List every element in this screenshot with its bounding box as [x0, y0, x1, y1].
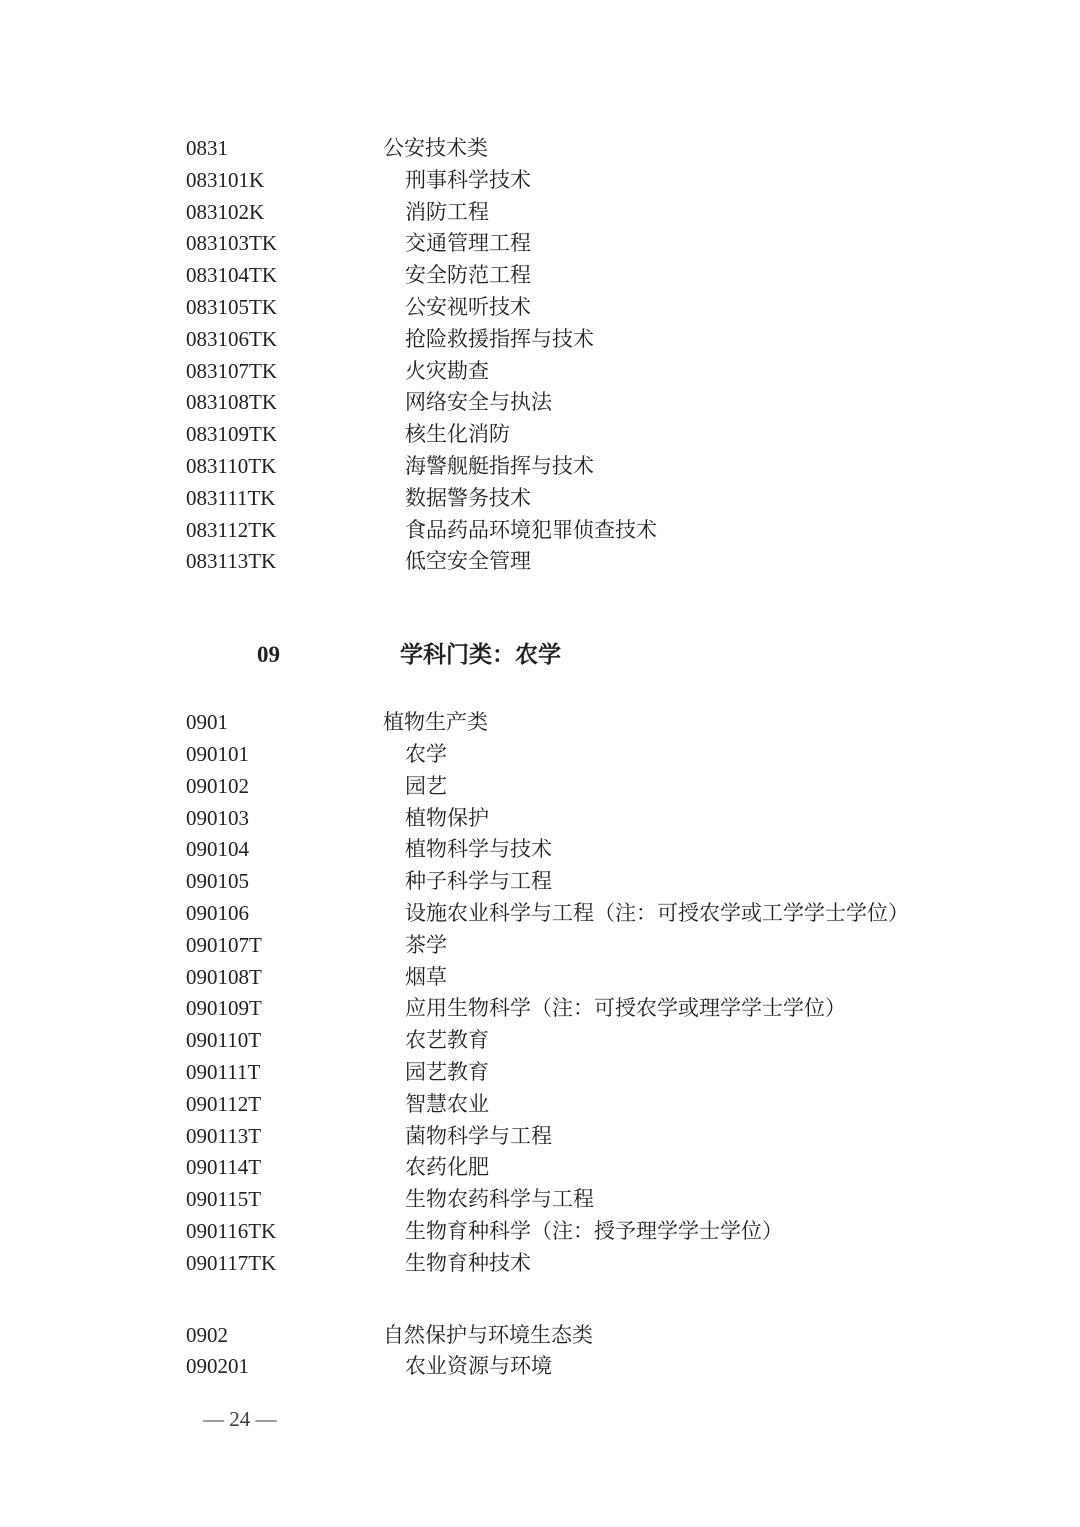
catalog-row	[0, 1216, 1080, 1248]
major-name: 植物科学与技术	[405, 837, 552, 862]
major-name: 自然保护与环境生态类	[383, 1322, 593, 1347]
major-name: 生物农药科学与工程	[405, 1187, 594, 1212]
catalog-row	[0, 546, 1080, 578]
major-name: 菌物科学与工程	[405, 1123, 552, 1148]
catalog-row	[0, 803, 1080, 835]
major-name: 火灾勘查	[405, 358, 489, 383]
major-code: 090104	[186, 837, 249, 862]
major-name: 种子科学与工程	[405, 869, 552, 894]
major-code: 090107T	[186, 932, 262, 957]
catalog-row	[0, 993, 1080, 1025]
major-code: 090115T	[186, 1187, 262, 1212]
major-name: 公安技术类	[383, 136, 488, 160]
major-name: 园艺	[405, 773, 447, 798]
catalog-row	[0, 1025, 1080, 1057]
major-code: 0831	[186, 136, 228, 160]
catalog-row	[0, 1057, 1080, 1089]
major-name: 海警舰艇指挥与技术	[405, 453, 594, 478]
major-name: 农学	[405, 741, 447, 766]
major-code: 090117TK	[186, 1250, 277, 1275]
catalog-row	[0, 1248, 1080, 1280]
catalog-row	[0, 1351, 1080, 1383]
division-title: 学科门类：农学	[400, 642, 561, 668]
major-name: 网络安全与执法	[405, 390, 552, 415]
catalog-row	[0, 1089, 1080, 1121]
major-name: 农业资源与环境	[405, 1354, 552, 1379]
major-name: 农艺教育	[405, 1028, 489, 1053]
major-name: 智慧农业	[405, 1091, 489, 1116]
catalog-row	[0, 771, 1080, 803]
catalog-row	[0, 962, 1080, 994]
catalog-row	[0, 834, 1080, 866]
catalog-row	[0, 866, 1080, 898]
catalog-row	[0, 739, 1080, 771]
page-number: — 24 —	[203, 1407, 277, 1431]
major-code: 083103TK	[186, 231, 277, 256]
major-name: 公安视听技术	[405, 294, 531, 319]
major-code: 090109T	[186, 996, 262, 1021]
major-name: 烟草	[405, 964, 447, 989]
catalog-row	[0, 292, 1080, 324]
major-code: 090101	[186, 741, 249, 766]
catalog-row	[0, 1152, 1080, 1184]
major-code: 090112T	[186, 1091, 262, 1116]
major-code: 083104TK	[186, 263, 277, 288]
major-code: 083113TK	[186, 549, 277, 574]
catalog-row	[0, 165, 1080, 197]
major-code: 083101K	[186, 167, 265, 192]
major-code: 090110T	[186, 1028, 262, 1053]
catalog-row	[0, 228, 1080, 260]
catalog-row	[0, 515, 1080, 547]
catalog-row	[0, 898, 1080, 930]
major-name: 安全防范工程	[405, 263, 531, 288]
major-name: 植物生产类	[383, 710, 488, 735]
division-header	[0, 637, 1080, 673]
catalog-row	[0, 197, 1080, 229]
catalog-row	[0, 419, 1080, 451]
major-code: 090114T	[186, 1155, 262, 1180]
catalog-row	[0, 324, 1080, 356]
major-name: 茶学	[405, 932, 447, 957]
major-name: 数据警务技术	[405, 485, 531, 510]
major-code: 090106	[186, 900, 249, 925]
major-code: 083105TK	[186, 294, 277, 319]
division-code: 09	[257, 642, 280, 668]
group-block	[0, 1320, 1080, 1384]
major-code: 0902	[186, 1322, 228, 1347]
major-name: 核生化消防	[405, 422, 510, 447]
major-code: 090105	[186, 869, 249, 894]
major-code: 083102K	[186, 199, 265, 224]
major-name: 交通管理工程	[405, 231, 531, 256]
catalog-row	[0, 451, 1080, 483]
major-name: 植物保护	[405, 805, 489, 830]
major-name: 抢险救援指挥与技术	[405, 326, 594, 351]
group-block	[0, 133, 1080, 578]
catalog-row	[0, 387, 1080, 419]
major-code: 090103	[186, 805, 249, 830]
catalog-row	[0, 356, 1080, 388]
major-name: 生物育种科学（注：授予理学学士学位）	[405, 1218, 783, 1243]
major-code: 090116TK	[186, 1218, 277, 1243]
catalog-row	[0, 483, 1080, 515]
major-code: 083110TK	[186, 453, 277, 478]
major-code: 090102	[186, 773, 249, 798]
major-name: 刑事科学技术	[405, 167, 531, 192]
catalog-row	[0, 1121, 1080, 1153]
major-code: 090111T	[186, 1059, 261, 1084]
division-block	[0, 637, 1080, 673]
major-code: 090108T	[186, 964, 262, 989]
catalog-row	[0, 1320, 1080, 1352]
major-name: 消防工程	[405, 199, 489, 224]
catalog-row	[0, 260, 1080, 292]
major-name: 生物育种技术	[405, 1250, 531, 1275]
catalog-row	[0, 133, 1080, 165]
group-block	[0, 707, 1080, 1279]
catalog-row	[0, 1184, 1080, 1216]
catalog-row	[0, 707, 1080, 739]
major-name: 农药化肥	[405, 1155, 489, 1180]
major-code: 090201	[186, 1354, 249, 1379]
major-code: 0901	[186, 710, 228, 735]
major-code: 083111TK	[186, 485, 276, 510]
major-code: 083108TK	[186, 390, 277, 415]
major-code: 083107TK	[186, 358, 277, 383]
major-name: 设施农业科学与工程（注：可授农学或工学学士学位）	[405, 900, 909, 925]
major-name: 低空安全管理	[405, 549, 531, 574]
catalog-row	[0, 930, 1080, 962]
major-code: 090113T	[186, 1123, 262, 1148]
major-name: 园艺教育	[405, 1059, 489, 1084]
major-name: 食品药品环境犯罪侦查技术	[405, 517, 657, 542]
major-code: 083109TK	[186, 422, 277, 447]
major-code: 083112TK	[186, 517, 277, 542]
major-code: 083106TK	[186, 326, 277, 351]
major-name: 应用生物科学（注：可授农学或理学学士学位）	[405, 996, 846, 1021]
